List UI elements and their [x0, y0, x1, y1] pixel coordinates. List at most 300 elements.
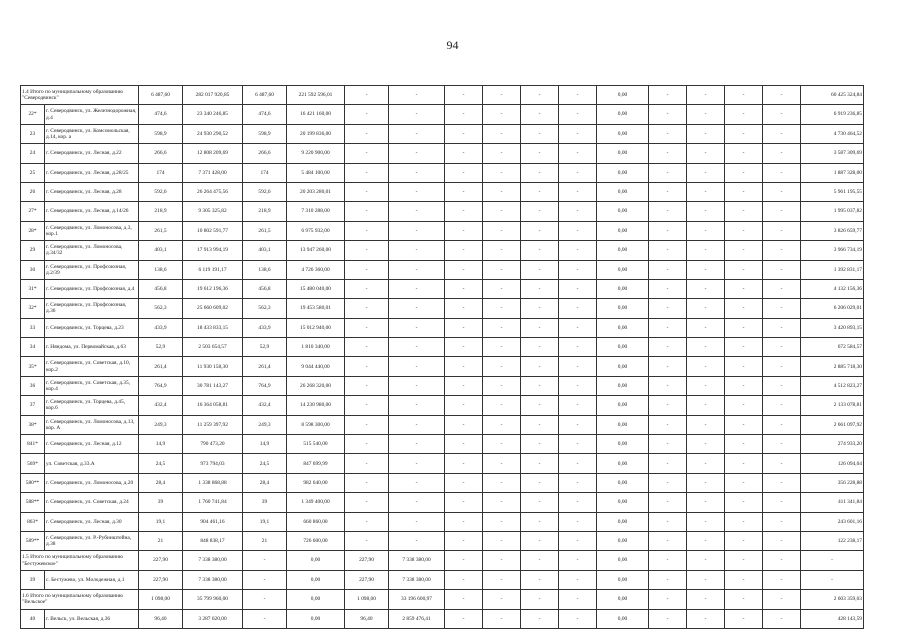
- value-cell: -: [445, 260, 483, 279]
- value-cell: -: [345, 357, 389, 376]
- value-cell: -: [445, 512, 483, 531]
- value-cell: -: [389, 473, 445, 492]
- value-cell: -: [483, 590, 521, 609]
- value-cell: -: [559, 105, 597, 124]
- value-cell: -: [445, 202, 483, 221]
- value-cell: -: [559, 551, 597, 570]
- value-cell: -: [483, 318, 521, 337]
- row-number: 26: [21, 182, 45, 201]
- value-cell: -: [389, 493, 445, 512]
- value-cell: -: [559, 473, 597, 492]
- value-cell: 0,00: [597, 182, 649, 201]
- value-cell: -: [763, 435, 801, 454]
- value-cell: -: [389, 279, 445, 298]
- value-cell: 456,8: [243, 279, 287, 298]
- address-cell: г. Северодвинск, ул. Торцева, д.45, кор.6: [45, 396, 139, 415]
- value-cell: -: [763, 338, 801, 357]
- table-row: [21, 473, 864, 492]
- value-cell: 403,1: [139, 241, 183, 260]
- value-cell: 7 338 380,00: [183, 551, 243, 570]
- address-cell: ул. Советская, д.33.А: [45, 454, 139, 473]
- value-cell: 0,00: [597, 493, 649, 512]
- table-row: [21, 144, 864, 163]
- value-cell: -: [389, 182, 445, 201]
- value-cell: 598,9: [139, 124, 183, 143]
- value-cell: -: [483, 551, 521, 570]
- value-cell: -: [389, 163, 445, 182]
- value-cell: -: [483, 376, 521, 395]
- value-cell: -: [649, 241, 687, 260]
- value-cell: 28,4: [243, 473, 287, 492]
- value-cell: 6 206 029,01: [801, 299, 864, 318]
- value-cell: 138,6: [243, 260, 287, 279]
- value-cell: -: [483, 221, 521, 240]
- value-cell: 35 799 960,00: [183, 590, 243, 609]
- value-cell: -: [521, 338, 559, 357]
- value-cell: -: [389, 512, 445, 531]
- value-cell: -: [687, 279, 725, 298]
- value-cell: 19 453 580,01: [287, 299, 345, 318]
- value-cell: -: [483, 435, 521, 454]
- value-cell: 592,6: [243, 182, 287, 201]
- value-cell: -: [445, 241, 483, 260]
- table-row: [21, 609, 864, 628]
- value-cell: -: [687, 396, 725, 415]
- value-cell: -: [243, 551, 287, 570]
- value-cell: 456,8: [139, 279, 183, 298]
- value-cell: 7 338 380,00: [389, 570, 445, 589]
- value-cell: 243 601,16: [801, 512, 864, 531]
- value-cell: 174: [139, 163, 183, 182]
- value-cell: -: [763, 357, 801, 376]
- value-cell: -: [763, 144, 801, 163]
- value-cell: -: [345, 415, 389, 434]
- value-cell: -: [649, 376, 687, 395]
- value-cell: 2 503 654,57: [183, 338, 243, 357]
- value-cell: -: [687, 415, 725, 434]
- table-row: [21, 512, 864, 531]
- value-cell: 261,5: [243, 221, 287, 240]
- value-cell: -: [483, 182, 521, 201]
- value-cell: 5 961 195,55: [801, 182, 864, 201]
- value-cell: 0,00: [597, 338, 649, 357]
- row-number: 863*: [21, 512, 45, 531]
- value-cell: -: [687, 435, 725, 454]
- value-cell: -: [521, 415, 559, 434]
- value-cell: -: [345, 531, 389, 550]
- value-cell: 0,00: [597, 609, 649, 628]
- value-cell: -: [649, 124, 687, 143]
- table-row: [21, 105, 864, 124]
- value-cell: 19 612 196,36: [183, 279, 243, 298]
- value-cell: -: [725, 454, 763, 473]
- address-cell: г. Северодвинск, ул. Ломоносова, д.3, кор.1: [45, 221, 139, 240]
- value-cell: 96,40: [345, 609, 389, 628]
- value-cell: -: [559, 609, 597, 628]
- value-cell: -: [559, 202, 597, 221]
- value-cell: -: [559, 570, 597, 589]
- row-number: 37: [21, 396, 45, 415]
- value-cell: 4 132 156,36: [801, 279, 864, 298]
- value-cell: 9 044 440,00: [287, 357, 345, 376]
- value-cell: -: [649, 512, 687, 531]
- value-cell: -: [521, 86, 559, 105]
- value-cell: -: [649, 279, 687, 298]
- value-cell: -: [521, 144, 559, 163]
- address-cell: г. Северодвинск, ул. Советская, д.10, кор.2: [45, 357, 139, 376]
- value-cell: 3 287 620,00: [183, 609, 243, 628]
- address-cell: г. Северодвинск, ул. Р.-Рубинштейна, д.38: [45, 531, 139, 550]
- value-cell: -: [725, 241, 763, 260]
- value-cell: -: [559, 435, 597, 454]
- value-cell: -: [521, 376, 559, 395]
- value-cell: -: [559, 415, 597, 434]
- value-cell: 428 143,59: [801, 609, 864, 628]
- value-cell: -: [763, 531, 801, 550]
- value-cell: -: [725, 260, 763, 279]
- value-cell: -: [725, 299, 763, 318]
- value-cell: -: [483, 570, 521, 589]
- value-cell: 1 760 741,84: [183, 493, 243, 512]
- value-cell: -: [559, 531, 597, 550]
- value-cell: -: [445, 454, 483, 473]
- value-cell: 0,00: [597, 357, 649, 376]
- value-cell: -: [725, 318, 763, 337]
- value-cell: -: [725, 182, 763, 201]
- value-cell: 982 640,00: [287, 473, 345, 492]
- value-cell: -: [725, 86, 763, 105]
- address-cell: г. Северодвинск, ул. Лесная, д.28: [45, 182, 139, 201]
- value-cell: -: [725, 124, 763, 143]
- value-cell: 7 338 380,00: [389, 551, 445, 570]
- value-cell: -: [345, 182, 389, 201]
- value-cell: -: [559, 124, 597, 143]
- value-cell: 52,9: [139, 338, 183, 357]
- value-cell: 227,90: [345, 551, 389, 570]
- value-cell: -: [725, 357, 763, 376]
- row-number: 40: [21, 609, 45, 628]
- subtotal-row: [21, 86, 864, 105]
- value-cell: -: [649, 454, 687, 473]
- value-cell: -: [725, 221, 763, 240]
- value-cell: 0,00: [597, 531, 649, 550]
- value-cell: 227,90: [345, 570, 389, 589]
- value-cell: -: [389, 318, 445, 337]
- value-cell: -: [559, 338, 597, 357]
- value-cell: -: [521, 531, 559, 550]
- value-cell: -: [389, 435, 445, 454]
- value-cell: -: [521, 609, 559, 628]
- value-cell: 14,9: [243, 435, 287, 454]
- value-cell: 249,3: [139, 415, 183, 434]
- value-cell: 672 584,57: [801, 338, 864, 357]
- value-cell: -: [649, 396, 687, 415]
- value-cell: -: [687, 144, 725, 163]
- value-cell: 14 230 980,00: [287, 396, 345, 415]
- value-cell: 6 975 932,00: [287, 221, 345, 240]
- value-cell: 2 859 476,41: [389, 609, 445, 628]
- address-cell: г. Северодвинск, ул. Советская, д.35, кор.4: [45, 376, 139, 395]
- value-cell: 0,00: [597, 435, 649, 454]
- value-cell: -: [725, 202, 763, 221]
- value-cell: -: [687, 609, 725, 628]
- value-cell: -: [483, 105, 521, 124]
- value-cell: 52,9: [243, 338, 287, 357]
- value-cell: -: [445, 396, 483, 415]
- value-cell: -: [345, 221, 389, 240]
- value-cell: 26 264 475,56: [183, 182, 243, 201]
- value-cell: -: [521, 202, 559, 221]
- value-cell: -: [687, 570, 725, 589]
- value-cell: 2 133 078,81: [801, 396, 864, 415]
- value-cell: -: [445, 299, 483, 318]
- value-cell: 598,9: [243, 124, 287, 143]
- value-cell: 1 810 340,00: [287, 338, 345, 357]
- value-cell: 174: [243, 163, 287, 182]
- value-cell: -: [521, 163, 559, 182]
- value-cell: -: [445, 86, 483, 105]
- value-cell: -: [559, 279, 597, 298]
- value-cell: 227,90: [139, 551, 183, 570]
- value-cell: -: [389, 396, 445, 415]
- row-number: 29: [21, 241, 45, 260]
- address-cell: г. Северодвинск, ул. Ломоносова, д.20: [45, 473, 139, 492]
- value-cell: 3 420 893,15: [801, 318, 864, 337]
- value-cell: 0,00: [597, 376, 649, 395]
- value-cell: 433,9: [243, 318, 287, 337]
- value-cell: -: [483, 338, 521, 357]
- address-cell: г. Северодвинск, ул. Торцева, д.23: [45, 318, 139, 337]
- value-cell: 726 600,00: [287, 531, 345, 550]
- value-cell: 5 484 100,00: [287, 163, 345, 182]
- value-cell: -: [763, 221, 801, 240]
- table-row: [21, 376, 864, 395]
- value-cell: 17 913 994,19: [183, 241, 243, 260]
- value-cell: -: [649, 260, 687, 279]
- subtotal-label: 1.5 Итого по муниципальному образованию "Бестужевское": [21, 551, 139, 570]
- value-cell: 3 826 659,77: [801, 221, 864, 240]
- value-cell: -: [345, 241, 389, 260]
- value-cell: 7 310 288,00: [287, 202, 345, 221]
- value-cell: 19,1: [139, 512, 183, 531]
- value-cell: -: [649, 609, 687, 628]
- value-cell: 26 268 320,00: [287, 376, 345, 395]
- value-cell: 0,00: [597, 260, 649, 279]
- value-cell: 790 473,20: [183, 435, 243, 454]
- value-cell: 15 480 040,00: [287, 279, 345, 298]
- value-cell: 411 341,84: [801, 493, 864, 512]
- value-cell: -: [521, 182, 559, 201]
- value-cell: -: [389, 202, 445, 221]
- value-cell: -: [345, 473, 389, 492]
- value-cell: -: [687, 590, 725, 609]
- value-cell: 2 603 359,03: [801, 590, 864, 609]
- value-cell: -: [389, 86, 445, 105]
- value-cell: -: [725, 570, 763, 589]
- value-cell: -: [649, 551, 687, 570]
- value-cell: 11 259 397,92: [183, 415, 243, 434]
- value-cell: -: [687, 241, 725, 260]
- value-cell: 24,5: [139, 454, 183, 473]
- address-cell: г. Северодвинск, ул. Лесная, д.12: [45, 435, 139, 454]
- table-row: [21, 396, 864, 415]
- address-cell: г. Северодвинск, ул. Профсоюзная, д.36: [45, 299, 139, 318]
- value-cell: -: [763, 609, 801, 628]
- value-cell: -: [389, 260, 445, 279]
- value-cell: -: [521, 357, 559, 376]
- value-cell: 9 305 325,82: [183, 202, 243, 221]
- value-cell: -: [763, 512, 801, 531]
- value-cell: 660 860,00: [287, 512, 345, 531]
- value-cell: -: [687, 454, 725, 473]
- value-cell: 20 199 836,00: [287, 124, 345, 143]
- value-cell: -: [687, 202, 725, 221]
- value-cell: -: [389, 299, 445, 318]
- value-cell: -: [725, 279, 763, 298]
- value-cell: 266,6: [243, 144, 287, 163]
- value-cell: -: [687, 86, 725, 105]
- value-cell: -: [445, 590, 483, 609]
- row-number: 588**: [21, 493, 45, 512]
- value-cell: 562,3: [243, 299, 287, 318]
- value-cell: -: [559, 163, 597, 182]
- value-cell: -: [763, 105, 801, 124]
- value-cell: 16 364 058,81: [183, 396, 243, 415]
- value-cell: -: [483, 299, 521, 318]
- value-cell: -: [445, 279, 483, 298]
- table-row: [21, 357, 864, 376]
- table-row: [21, 163, 864, 182]
- value-cell: -: [725, 396, 763, 415]
- value-cell: -: [763, 318, 801, 337]
- table-row: [21, 570, 864, 589]
- value-cell: -: [345, 454, 389, 473]
- value-cell: -: [763, 493, 801, 512]
- value-cell: 39: [139, 493, 183, 512]
- value-cell: -: [483, 512, 521, 531]
- value-cell: -: [725, 609, 763, 628]
- table-row: [21, 415, 864, 434]
- row-number: 34: [21, 338, 45, 357]
- value-cell: -: [445, 570, 483, 589]
- value-cell: -: [559, 512, 597, 531]
- value-cell: 249,3: [243, 415, 287, 434]
- value-cell: -: [521, 435, 559, 454]
- value-cell: 0,00: [597, 124, 649, 143]
- value-cell: 562,3: [139, 299, 183, 318]
- row-number: 23: [21, 124, 45, 143]
- value-cell: 0,00: [597, 299, 649, 318]
- value-cell: -: [243, 590, 287, 609]
- table-row: [21, 241, 864, 260]
- value-cell: -: [521, 590, 559, 609]
- subtotal-row: [21, 590, 864, 609]
- value-cell: -: [445, 338, 483, 357]
- row-number: 35*: [21, 357, 45, 376]
- value-cell: -: [649, 163, 687, 182]
- value-cell: -: [687, 182, 725, 201]
- value-cell: 0,00: [597, 318, 649, 337]
- housing-program-table: [20, 85, 864, 629]
- row-number: 30: [21, 260, 45, 279]
- value-cell: 24 930 290,52: [183, 124, 243, 143]
- value-cell: -: [687, 299, 725, 318]
- value-cell: -: [483, 531, 521, 550]
- value-cell: 21: [243, 531, 287, 550]
- value-cell: -: [445, 415, 483, 434]
- subtotal-label: 1.6 Итого по муниципальному образованию "Вельское": [21, 590, 139, 609]
- value-cell: -: [687, 473, 725, 492]
- value-cell: -: [687, 260, 725, 279]
- value-cell: 0,00: [287, 609, 345, 628]
- value-cell: -: [725, 376, 763, 395]
- value-cell: 3 966 734,19: [801, 241, 864, 260]
- value-cell: -: [725, 415, 763, 434]
- value-cell: 3 587 309,69: [801, 144, 864, 163]
- address-cell: г. Северодвинск, ул. Ломоносова, д.13, кор. А: [45, 415, 139, 434]
- value-cell: -: [483, 357, 521, 376]
- value-cell: 261,4: [243, 357, 287, 376]
- value-cell: -: [483, 241, 521, 260]
- address-cell: г. Северодвинск, ул. Лесная, д.22: [45, 144, 139, 163]
- value-cell: 0,00: [597, 144, 649, 163]
- value-cell: 6 119 191,17: [183, 260, 243, 279]
- value-cell: 0,00: [597, 415, 649, 434]
- address-cell: г. Северодвинск, ул. Лесная, д.28/25: [45, 163, 139, 182]
- value-cell: -: [521, 493, 559, 512]
- value-cell: 19,1: [243, 512, 287, 531]
- table-row: [21, 493, 864, 512]
- value-cell: 96,40: [139, 609, 183, 628]
- value-cell: -: [687, 493, 725, 512]
- address-cell: г. Северодвинск, ул. Железнодорожная, д.4: [45, 105, 139, 124]
- value-cell: 15 012 940,00: [287, 318, 345, 337]
- table-row: [21, 260, 864, 279]
- value-cell: 16 421 160,00: [287, 105, 345, 124]
- table-row: [21, 338, 864, 357]
- value-cell: 0,00: [597, 454, 649, 473]
- value-cell: -: [763, 551, 801, 570]
- table-row: [21, 531, 864, 550]
- value-cell: 0,00: [287, 551, 345, 570]
- row-number: 841*: [21, 435, 45, 454]
- value-cell: 4 730 464,52: [801, 124, 864, 143]
- value-cell: -: [763, 376, 801, 395]
- value-cell: -: [345, 260, 389, 279]
- subtotal-label: 1.4 Итого по муниципальному образованию "Северодвинск": [21, 86, 139, 105]
- value-cell: -: [483, 493, 521, 512]
- value-cell: -: [345, 279, 389, 298]
- value-cell: -: [763, 415, 801, 434]
- value-cell: 18 433 833,15: [183, 318, 243, 337]
- value-cell: 904 461,16: [183, 512, 243, 531]
- value-cell: -: [559, 260, 597, 279]
- value-cell: 432,4: [243, 396, 287, 415]
- value-cell: 0,00: [597, 221, 649, 240]
- address-cell: г. Северодвинск, ул. Лесная, д.30: [45, 512, 139, 531]
- value-cell: -: [445, 144, 483, 163]
- value-cell: -: [389, 144, 445, 163]
- value-cell: -: [687, 512, 725, 531]
- value-cell: -: [687, 551, 725, 570]
- value-cell: 4 726 360,00: [287, 260, 345, 279]
- value-cell: -: [559, 493, 597, 512]
- value-cell: -: [521, 299, 559, 318]
- value-cell: -: [649, 338, 687, 357]
- value-cell: -: [483, 86, 521, 105]
- value-cell: 2 661 097,92: [801, 415, 864, 434]
- value-cell: 0,00: [287, 590, 345, 609]
